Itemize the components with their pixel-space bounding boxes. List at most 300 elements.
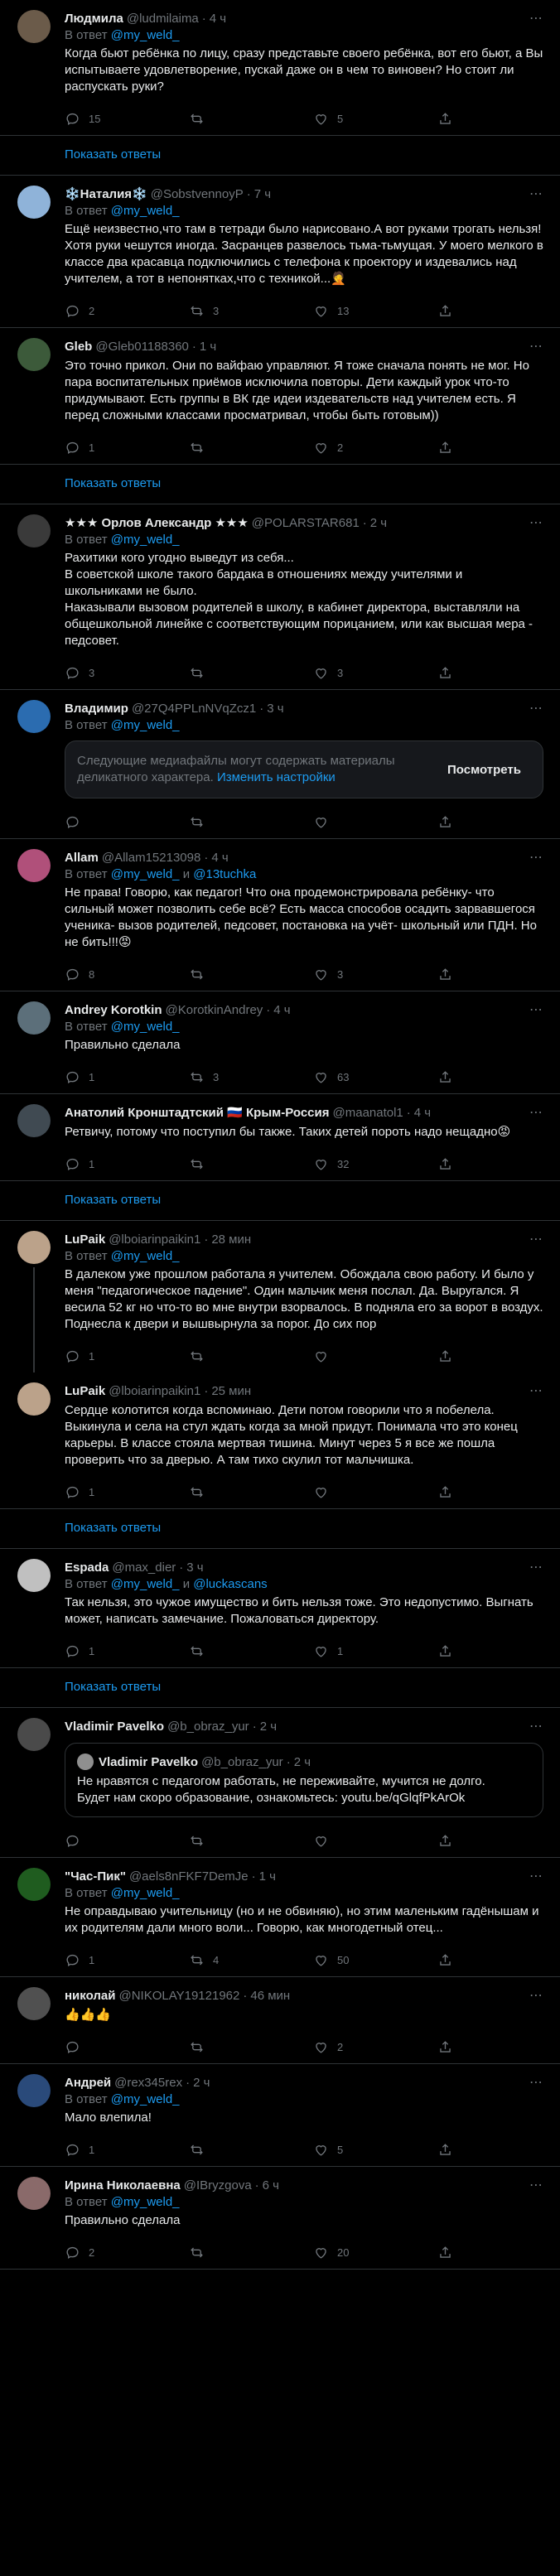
tweet-body <box>55 1559 547 1667</box>
retweet-icon <box>189 2039 205 2055</box>
author-handle[interactable]: @POLARSTAR681 <box>251 515 360 530</box>
reply-icon <box>65 303 80 319</box>
author-handle[interactable]: @rex345rex <box>114 2075 183 2090</box>
show-replies-link[interactable]: Показать ответы <box>0 1509 560 1549</box>
author-handle[interactable]: @aels8nFKF7DemJe <box>128 1869 249 1884</box>
more-options-icon[interactable]: ⋯ <box>529 2178 543 2192</box>
share-icon <box>437 1156 453 1172</box>
timestamp[interactable]: 46 мин <box>250 1988 291 2003</box>
author-name[interactable]: LuPaik <box>65 1232 106 1247</box>
tweet-text: Ретвичу, потому что поступил бы также. Таких детей пороть надо нещадно😡 <box>65 1125 511 1139</box>
reply-button[interactable] <box>65 1484 189 1500</box>
reply-count: 1 <box>89 1157 95 1170</box>
tweet[interactable] <box>0 1977 560 2064</box>
reply-to-label: В ответ <box>65 867 108 881</box>
author-handle[interactable]: @27Q4PPLnNVqZcz1 <box>131 701 257 716</box>
retweet-button[interactable] <box>189 1833 313 1849</box>
share-button[interactable] <box>437 1833 453 1849</box>
tweet[interactable] <box>0 504 560 690</box>
author-handle[interactable]: @SobstvennoyP <box>150 186 244 201</box>
retweet-button[interactable] <box>189 111 313 127</box>
heart-icon <box>313 1069 329 1085</box>
share-button[interactable] <box>437 1069 453 1085</box>
author-name[interactable]: LuPaik <box>65 1383 106 1398</box>
author-handle[interactable]: @IBryzgova <box>183 2178 252 2192</box>
heart-icon <box>313 1348 329 1364</box>
avatar[interactable] <box>17 1104 51 1137</box>
author-handle[interactable]: @lboiarinpaikin1 <box>109 1232 201 1247</box>
share-button[interactable] <box>437 2039 453 2055</box>
more-options-icon[interactable]: ⋯ <box>529 12 543 26</box>
tweet[interactable] <box>0 2167 560 2270</box>
reply-to-mention[interactable]: @luckascans <box>193 1577 268 1591</box>
sensitive-message <box>77 753 437 786</box>
action-bar <box>65 1634 543 1667</box>
reply-icon <box>65 440 80 456</box>
more-options-icon[interactable]: ⋯ <box>529 516 543 530</box>
reply-icon <box>65 665 80 681</box>
separator-dot: · <box>191 339 196 354</box>
author-name[interactable]: Allam <box>65 850 99 865</box>
avatar-column <box>13 1382 55 1508</box>
timestamp[interactable]: 4 ч <box>211 850 229 865</box>
share-icon <box>437 2142 453 2158</box>
avatar[interactable] <box>17 2074 51 2107</box>
more-options-icon[interactable]: ⋯ <box>529 340 543 354</box>
share-icon <box>437 1952 453 1968</box>
avatar-column <box>13 1231 55 1372</box>
avatar[interactable] <box>17 338 51 371</box>
avatar-column <box>13 2177 55 2269</box>
retweet-button[interactable] <box>189 1484 313 1500</box>
share-button[interactable] <box>437 2142 453 2158</box>
reply-to-mention[interactable]: @my_weld_ <box>110 1886 180 1900</box>
reply-button[interactable] <box>65 2039 189 2055</box>
retweet-icon <box>189 1156 205 1172</box>
retweet-button[interactable] <box>189 814 313 830</box>
quote-author-name: Vladimir Pavelko <box>99 1754 199 1769</box>
reply-icon <box>65 2245 80 2260</box>
author-handle[interactable]: @maanatol1 <box>332 1105 403 1120</box>
timestamp[interactable]: 2 ч <box>369 515 388 530</box>
reply-to-label: В ответ <box>65 718 108 732</box>
tweet-header <box>65 1718 543 1734</box>
like-button[interactable] <box>313 440 437 456</box>
retweet-icon <box>189 2245 205 2260</box>
sensitive-media-warning <box>65 740 543 798</box>
avatar[interactable] <box>17 1231 51 1264</box>
more-options-icon[interactable]: ⋯ <box>529 702 543 716</box>
avatar[interactable] <box>17 1382 51 1416</box>
author-handle[interactable]: @Gleb01188360 <box>95 339 189 354</box>
author-handle[interactable]: @Allam15213098 <box>101 850 201 865</box>
reply-button[interactable] <box>65 440 189 456</box>
more-options-icon[interactable]: ⋯ <box>529 1106 543 1120</box>
reply-icon <box>65 2039 80 2055</box>
like-button[interactable] <box>313 2039 437 2055</box>
tweet-body <box>55 2074 547 2166</box>
avatar[interactable] <box>17 186 51 219</box>
retweet-button[interactable] <box>189 1643 313 1659</box>
like-button[interactable] <box>313 967 437 982</box>
avatar[interactable] <box>17 849 51 882</box>
reply-icon <box>65 814 80 830</box>
separator-dot: · <box>243 1988 248 2003</box>
avatar[interactable] <box>17 1718 51 1751</box>
tweet[interactable] <box>0 1858 560 1977</box>
action-bar <box>65 1060 543 1093</box>
like-button[interactable] <box>313 1833 437 1849</box>
avatar-column <box>13 849 55 991</box>
share-icon <box>437 1643 453 1659</box>
reply-button[interactable] <box>65 1952 189 1968</box>
author-handle[interactable]: @ludmilaima <box>126 11 199 26</box>
avatar[interactable] <box>17 514 51 548</box>
reply-to-mention[interactable]: @my_weld_ <box>110 204 180 218</box>
timestamp[interactable]: 2 ч <box>193 2075 210 2090</box>
reply-count: 3 <box>89 666 95 679</box>
author-name[interactable]: Andrey Korotkin <box>65 1002 162 1017</box>
heart-icon <box>313 967 329 982</box>
like-button[interactable] <box>313 303 437 319</box>
author-name[interactable]: Espada <box>65 1560 109 1575</box>
retweet-button[interactable] <box>189 2245 313 2260</box>
tweet-body <box>55 1868 547 1976</box>
timestamp[interactable]: 4 ч <box>413 1105 432 1120</box>
reply-count: 2 <box>89 2246 95 2259</box>
tweet[interactable] <box>0 1708 560 1858</box>
timestamp[interactable]: 2 ч <box>259 1719 278 1734</box>
like-count: 63 <box>337 1070 350 1083</box>
tweet[interactable] <box>0 991 560 1094</box>
quoted-tweet[interactable] <box>65 1743 543 1817</box>
action-bar <box>65 656 543 689</box>
more-options-icon[interactable]: ⋯ <box>529 1003 543 1017</box>
like-count: 5 <box>337 112 344 125</box>
like-button[interactable] <box>313 1069 437 1085</box>
reply-button[interactable] <box>65 1643 189 1659</box>
action-bar <box>65 958 543 991</box>
share-button[interactable] <box>437 1643 453 1659</box>
retweet-button[interactable] <box>189 1156 313 1172</box>
author-handle[interactable]: @lboiarinpaikin1 <box>109 1383 201 1398</box>
tweet-text: Правильно сделала <box>65 1038 181 1052</box>
share-button[interactable] <box>437 2245 453 2260</box>
show-replies-link[interactable]: Показать ответы <box>0 465 560 504</box>
retweet-button[interactable] <box>189 665 313 681</box>
avatar[interactable] <box>17 1559 51 1592</box>
more-options-icon[interactable]: ⋯ <box>529 1384 543 1398</box>
timestamp[interactable]: 3 ч <box>267 701 284 716</box>
reply-to-mention[interactable]: @my_weld_ <box>110 2092 180 2106</box>
reply-to-mention[interactable]: @my_weld_ <box>110 1577 180 1591</box>
timestamp[interactable]: 1 ч <box>258 1869 276 1884</box>
share-button[interactable] <box>437 303 453 319</box>
reply-to-line <box>65 718 543 732</box>
heart-icon <box>313 2142 329 2158</box>
timestamp[interactable]: 4 ч <box>273 1002 291 1017</box>
retweet-button[interactable] <box>189 440 313 456</box>
timestamp[interactable]: 4 ч <box>209 11 227 26</box>
reply-to-line <box>65 1577 543 1591</box>
separator-dot: · <box>201 11 206 26</box>
share-button[interactable] <box>437 967 453 982</box>
reply-icon <box>65 1952 80 1968</box>
reply-count: 1 <box>89 441 95 454</box>
author-name[interactable]: Vladimir Pavelko <box>65 1719 165 1734</box>
tweet-header <box>65 514 543 531</box>
retweet-icon <box>189 1643 205 1659</box>
timestamp[interactable]: 25 мин <box>211 1383 252 1398</box>
reply-count: 1 <box>89 1070 95 1083</box>
tweet-header <box>65 186 543 202</box>
reply-button[interactable] <box>65 1069 189 1085</box>
separator-dot: · <box>204 1383 209 1398</box>
timestamp[interactable]: 3 ч <box>186 1560 204 1575</box>
more-options-icon[interactable]: ⋯ <box>529 2076 543 2090</box>
author-handle[interactable]: @b_obraz_yur <box>167 1719 249 1734</box>
retweet-button[interactable] <box>189 967 313 982</box>
separator-dot: · <box>246 186 251 201</box>
tweet-text: Это точно прикол. Они по вайфаю управляют. Я тоже сначала понять не мог. Но пара воспитательных приёмов исключила повторы. Дети каждый урок что-то придумывают. Есть группы в ВК где идеи издевательств над учителем есть. Я перед сложными классами просматривал, чтобы быть готовым)) <box>65 359 533 422</box>
separator-dot: · <box>286 1754 291 1769</box>
reply-button[interactable] <box>65 967 189 982</box>
heart-icon <box>313 2245 329 2260</box>
avatar-column <box>13 2074 55 2166</box>
share-icon <box>437 440 453 456</box>
share-icon <box>437 1348 453 1364</box>
reply-to-label: В ответ <box>65 2092 108 2106</box>
share-button[interactable] <box>437 440 453 456</box>
tweet[interactable] <box>0 1221 560 1372</box>
timestamp[interactable]: 6 ч <box>262 2178 279 2192</box>
reply-to-label: В ответ <box>65 533 108 547</box>
tweet-header <box>65 1231 543 1247</box>
action-bar <box>65 1147 543 1180</box>
share-button[interactable] <box>437 814 453 830</box>
heart-icon <box>313 111 329 127</box>
author-name[interactable]: николай <box>65 1988 116 2003</box>
avatar[interactable] <box>17 1987 51 2020</box>
reply-button[interactable] <box>65 303 189 319</box>
reply-to-mention[interactable]: @13tuchka <box>193 867 257 881</box>
tweet-body <box>55 1987 547 2063</box>
reply-to-line <box>65 533 543 547</box>
show-replies-link[interactable]: Показать ответы <box>0 136 560 176</box>
share-icon <box>437 1069 453 1085</box>
avatar-column <box>13 1868 55 1976</box>
reply-button[interactable] <box>65 814 189 830</box>
tweet-header <box>65 2177 543 2193</box>
show-replies-link[interactable]: Показать ответы <box>0 1668 560 1708</box>
share-button[interactable] <box>437 1156 453 1172</box>
avatar[interactable] <box>17 700 51 733</box>
reply-to-mention[interactable]: @my_weld_ <box>110 1249 180 1263</box>
retweet-icon <box>189 1484 205 1500</box>
share-button[interactable] <box>437 1484 453 1500</box>
more-options-icon[interactable]: ⋯ <box>529 1720 543 1734</box>
author-handle[interactable]: @NIKOLAY19121962 <box>118 1988 240 2003</box>
tweet[interactable] <box>0 176 560 328</box>
like-count: 3 <box>337 967 344 981</box>
tweet[interactable] <box>0 1549 560 1668</box>
author-name[interactable]: Ирина Николаевна <box>65 2178 181 2192</box>
heart-icon <box>313 440 329 456</box>
show-replies-link[interactable]: Показать ответы <box>0 1181 560 1221</box>
more-options-icon[interactable]: ⋯ <box>529 1233 543 1247</box>
author-name[interactable]: Людмила <box>65 11 123 26</box>
like-button[interactable] <box>313 1484 437 1500</box>
author-name[interactable]: Владимир <box>65 701 128 716</box>
tweet-text: Не оправдываю учительницу (но и не обвиняю), но этим маленьким гадёнышам и их родителям дали много воли... Говорю, как многодетный отец... <box>65 1904 543 1935</box>
retweet-icon <box>189 665 205 681</box>
like-button[interactable] <box>313 1348 437 1364</box>
more-options-icon[interactable]: ⋯ <box>529 1561 543 1575</box>
like-button[interactable] <box>313 2245 437 2260</box>
timestamp[interactable]: 7 ч <box>253 186 272 201</box>
more-options-icon[interactable]: ⋯ <box>529 1869 543 1884</box>
reply-to-mention[interactable]: @my_weld_ <box>110 533 180 547</box>
share-icon <box>437 665 453 681</box>
timestamp[interactable]: 28 мин <box>211 1232 252 1247</box>
change-settings-link[interactable]: Изменить настройки <box>216 770 336 784</box>
reply-to-label: В ответ <box>65 2195 108 2209</box>
action-bar <box>65 294 543 327</box>
share-button[interactable] <box>437 1952 453 1968</box>
share-button[interactable] <box>437 1348 453 1364</box>
action-bar <box>65 1943 543 1976</box>
like-button[interactable] <box>313 2142 437 2158</box>
tweet[interactable] <box>0 0 560 136</box>
retweet-button[interactable] <box>189 1069 313 1085</box>
like-button[interactable] <box>313 111 437 127</box>
avatar[interactable] <box>17 1001 51 1035</box>
retweet-button[interactable] <box>189 303 313 319</box>
reply-to-line <box>65 204 543 218</box>
like-count: 20 <box>337 2246 350 2259</box>
avatar-column <box>13 186 55 327</box>
reply-to-mention[interactable]: @my_weld_ <box>110 28 180 42</box>
like-button[interactable] <box>313 1156 437 1172</box>
like-button[interactable] <box>313 665 437 681</box>
avatar-column <box>13 1559 55 1667</box>
like-count: 32 <box>337 1157 350 1170</box>
like-count: 50 <box>337 1953 350 1966</box>
more-options-icon[interactable]: ⋯ <box>529 1989 543 2003</box>
reply-to-mention[interactable]: @my_weld_ <box>110 718 180 732</box>
tweet-body <box>55 10 547 135</box>
retweet-icon <box>189 1069 205 1085</box>
author-name[interactable]: ❄️Наталия❄️ <box>65 187 147 201</box>
author-name[interactable]: Gleb <box>65 339 93 354</box>
avatar[interactable] <box>17 1868 51 1901</box>
retweet-button[interactable] <box>189 2039 313 2055</box>
separator-dot: · <box>204 1232 209 1247</box>
share-icon <box>437 2039 453 2055</box>
retweet-icon <box>189 2142 205 2158</box>
tweet-text: Когда бьют ребёнка по лицу, сразу представьте своего ребёнка, вот его бьют, а Вы испытываете удовлетворение, пускай даже он в чем то виновен? Но стоит ли распускать руки? <box>65 46 547 94</box>
reply-count: 1 <box>89 2143 95 2156</box>
separator-dot: · <box>179 1560 184 1575</box>
reply-icon <box>65 1833 80 1849</box>
reply-to-mention[interactable]: @my_weld_ <box>110 867 180 881</box>
retweet-icon <box>189 1348 205 1364</box>
reply-icon <box>65 1348 80 1364</box>
quote-author-handle: @b_obraz_yur <box>201 1754 283 1769</box>
view-media-button[interactable]: Посмотреть <box>447 762 521 777</box>
like-count: 3 <box>337 666 344 679</box>
reply-button[interactable] <box>65 2142 189 2158</box>
tweet[interactable] <box>0 1094 560 1181</box>
like-button[interactable] <box>313 814 437 830</box>
reply-button[interactable] <box>65 1348 189 1364</box>
heart-icon <box>313 1952 329 1968</box>
author-name[interactable]: "Час-Пик" <box>65 1869 126 1884</box>
reply-to-mention[interactable]: @my_weld_ <box>110 1020 180 1034</box>
reply-to-line <box>65 2092 543 2106</box>
retweet-count: 4 <box>213 1953 220 1966</box>
like-button[interactable] <box>313 1952 437 1968</box>
reply-to-mention[interactable]: @my_weld_ <box>110 2195 180 2209</box>
reply-to-label: В ответ <box>65 204 108 218</box>
reply-button[interactable] <box>65 1156 189 1172</box>
tweet-text: Ещё неизвестно,что там в тетради было нарисовано.А вот руками трогать нельзя! Хотя руки чешутся иногда. Засранцев развелось тьма-тьмущая. У моего мелкого в классе два красавца подключились с телефона к проектору и издевались над учителем, а тот в непонятках,что с техникой...🤦 <box>65 222 548 286</box>
heart-icon <box>313 814 329 830</box>
separator-dot: · <box>186 2075 191 2090</box>
author-name[interactable]: ★★★ Орлов Александр ★★★ <box>65 516 249 530</box>
reply-button[interactable] <box>65 665 189 681</box>
author-handle[interactable]: @max_dier <box>112 1560 176 1575</box>
retweet-button[interactable] <box>189 2142 313 2158</box>
author-name[interactable]: Андрей <box>65 2075 112 2090</box>
tweet-header <box>65 700 543 716</box>
tweet[interactable] <box>0 2064 560 2167</box>
reply-button[interactable] <box>65 111 189 127</box>
tweet-text: Правильно сделала <box>65 2213 181 2227</box>
retweet-button[interactable] <box>189 1348 313 1364</box>
tweet[interactable] <box>0 839 560 991</box>
more-options-icon[interactable]: ⋯ <box>529 187 543 201</box>
more-options-icon[interactable]: ⋯ <box>529 851 543 865</box>
reply-count: 1 <box>89 1953 95 1966</box>
tweet-header <box>65 1868 543 1884</box>
tweet-body <box>55 1382 547 1508</box>
retweet-button[interactable] <box>189 1952 313 1968</box>
tweet-header <box>65 1104 543 1121</box>
tweet-text: Мало влепила! <box>65 2110 152 2125</box>
tweet[interactable] <box>0 1372 560 1509</box>
reply-button[interactable] <box>65 2245 189 2260</box>
like-button[interactable] <box>313 1643 437 1659</box>
tweet[interactable] <box>0 690 560 839</box>
author-name[interactable]: Анатолий Кронштадтский 🇷🇺 Крым-Россия <box>65 1106 330 1120</box>
author-handle[interactable]: @KorotkinAndrey <box>165 1002 263 1017</box>
tweet-body <box>55 1001 547 1093</box>
tweet-text: 👍👍👍 <box>65 2008 112 2022</box>
avatar[interactable] <box>17 10 51 43</box>
share-button[interactable] <box>437 111 453 127</box>
avatar[interactable] <box>17 2177 51 2210</box>
tweet-header <box>65 338 543 355</box>
timestamp[interactable]: 1 ч <box>199 339 217 354</box>
tweet[interactable] <box>0 328 560 465</box>
reply-count: 1 <box>89 1644 95 1657</box>
reply-button[interactable] <box>65 1833 189 1849</box>
separator-dot: · <box>251 1869 256 1884</box>
share-button[interactable] <box>437 665 453 681</box>
sensitive-text: Следующие медиафайлы могут содержать материалы деликатного характера. <box>77 754 395 784</box>
share-icon <box>437 1484 453 1500</box>
